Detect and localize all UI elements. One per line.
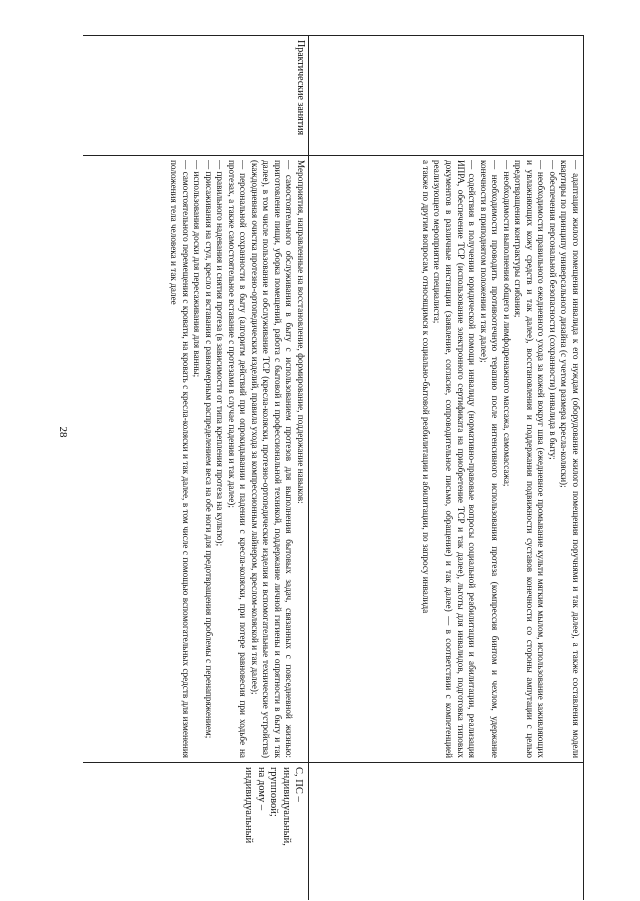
page-number: 28 [57, 426, 69, 438]
content-paragraph: — необходимости правильного ежедневного ухода за кожей вокруг шва (ежедневное промывание культи мягким мылом, использование заживляющих и увлажняющих кожу средств и так далее), восстановления и поддержания подвижности суставов конечности со стороны ампутации с целью предотвращения контрактуры сгибания; [513, 160, 547, 758]
content-paragraph: — использования доски для пересаживания для ванны; [192, 160, 203, 378]
content-paragraph: — содействия в получении юридической помощи инвалиду (нормативно-правовые вопросы социальной реабилитации и абилитации, реализация ИПРА, обеспечение ТСР (использование электронного сертификата на приобретение ТСР и так далее), льготы для инвалидов, подготовка типовых документов в различные инстанции (заявление, согласие, сопроводительное письмо, обращение) и так далее) — в соответствии с компетенцией реализующего мероприятие специалиста; [432, 160, 478, 758]
content-paragraph: — самостоятельного обслуживания в быту с использованием протезов для выполнения бытовых задач, связанных с повседневной жизнью: приготовление пищи, уборка помещений, работа с бытовой и профессиональной техникой, поддержание личной гигиены и опрятности в быту и так далее), в том числе пользование и обслуживание ТСР (кресла-коляски, протезно-ортопедические изделия и вспомогательные технические устройства) (каждодневная очистка протезно-ортопедических изделий, правила ухода за компрессионным лайнером, креслом-коляской и так далее); [249, 160, 295, 758]
format-line: С, ПС – [293, 767, 304, 802]
format-line: групповой; [268, 767, 280, 817]
content-paragraph: — необходимости выполнения общего и лимфодренажного массажа, самомассажа; [501, 160, 512, 487]
row-format-cell [83, 763, 309, 901]
table-row [309, 36, 584, 901]
rehabilitation-measures-table [83, 35, 584, 900]
row-content-cell [83, 156, 309, 763]
content-paragraph: Мероприятия, направленные на восстановление, формирование, поддержание навыков: [296, 160, 306, 504]
row-content-cell [309, 156, 584, 763]
row-label-cell: Практические занятия [83, 36, 309, 156]
content-paragraph: — обеспечения персональной безопасности (сохранности) инвалида в быту; [547, 160, 558, 460]
format-line: индивидуальный, [280, 767, 292, 846]
content-paragraph: — правильного надевания и снятия протеза (в зависимости от типа крепления протеза на культю); [215, 160, 226, 547]
row-label-cell [309, 36, 584, 156]
landscape-table-container [83, 35, 584, 900]
table-row [83, 36, 309, 901]
row-format-cell [309, 763, 584, 901]
content-paragraph: — самостоятельного перемещения с кровати, на кровать с кресла-коляски и так далее, в том числе с помощью вспомогательных средств для изменения положения тела человека и так далее [168, 160, 191, 758]
content-paragraph: — присаживания на стул, кресло и вставания с равномерным распределением веса на обе ноги для предотвращения проблемы с перенапряжением; [203, 160, 214, 739]
content-paragraph: а также по другим вопросам, относящимся к социально-бытовой реабилитации и абилитации, по запросу инвалида [420, 160, 431, 614]
content-paragraph: — необходимости проводить противоотечную терапию после интенсивного использования протеза (компрессия бинтом и чехлом, удержание конечности в приподнятом положении и так далее); [478, 160, 501, 758]
rotated-page-area [83, 35, 584, 900]
format-line: индивидуальный [243, 767, 255, 844]
format-line: на дому – [255, 767, 267, 811]
content-paragraph: — персональной сохранности в быту (алгоритм действий при опрокидывании и падении с кресла-коляски, при потере равновесия при ходьбе на протезах, а также самостоятельное вставание с протезами в случае падения и так далее); [226, 160, 249, 758]
content-paragraph: — адаптации жилого помещения инвалида к его нуждам (оборудование жилого помещения поручнями и так далее), а также составления модели квартиры по принципу универсального дизайна (с учетом размера кресла-коляски); [559, 160, 581, 758]
